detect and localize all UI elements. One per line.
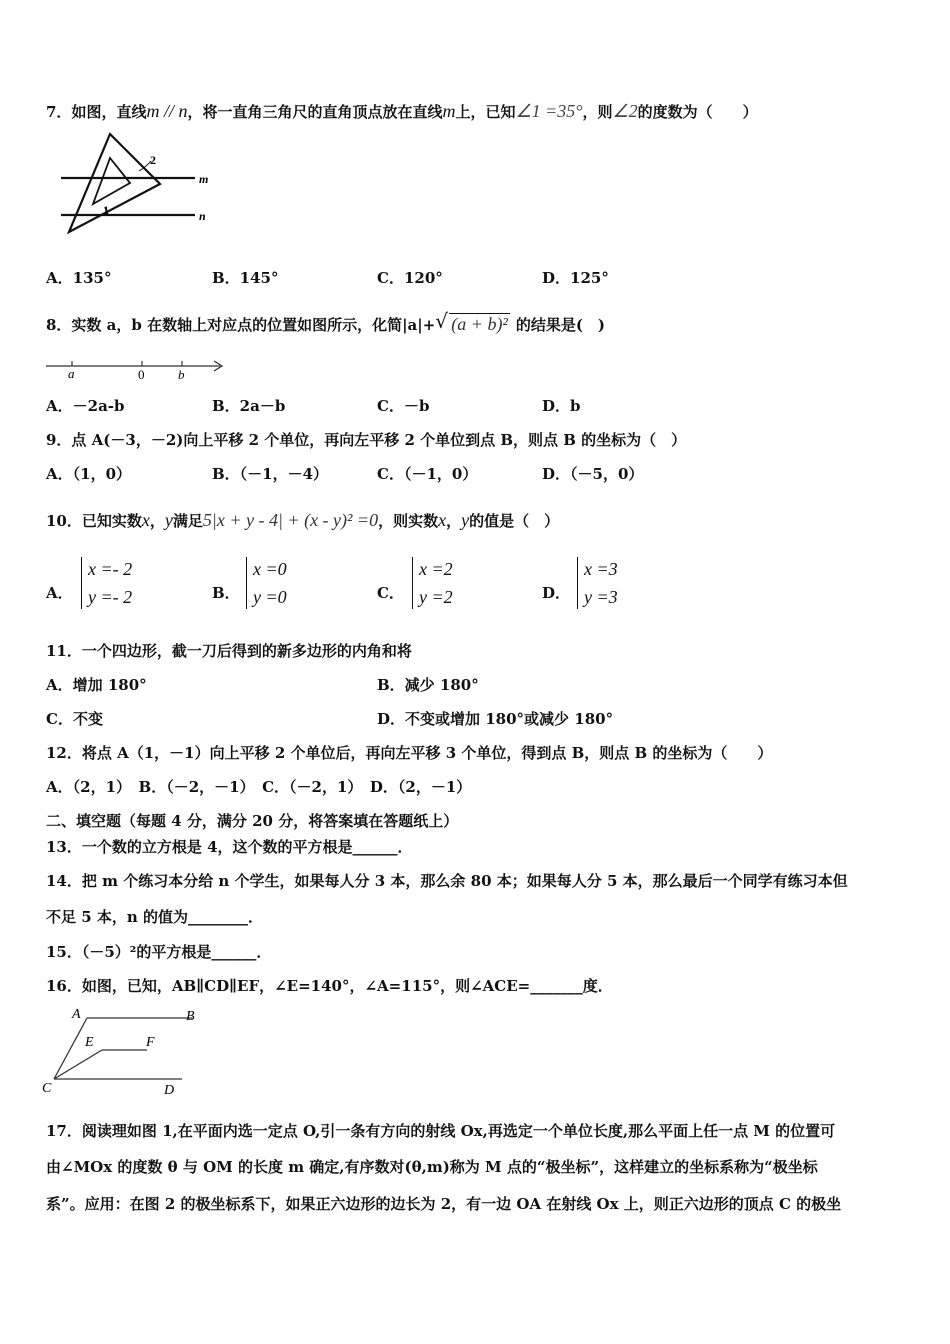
system-line-1: x =- 2 [88, 559, 133, 579]
q16-figure [42, 1006, 207, 1098]
q17-line-3: 系”。应用：在图 2 的极坐标系下，如果正六边形的边长为 2，有一边 OA 在射线 Ox 上，则正六边形的顶点 C 的极坐 [46, 1195, 842, 1213]
q17-line-2: 由∠MOx 的度数 θ 与 OM 的长度 m 确定,有序数对(θ,m)称为 M 点的“极坐标”，这样建立的坐标系称为“极坐标 [46, 1158, 818, 1176]
q14-line-1: 14．把 m 个练习本分给 n 个学生，如果每人分 3 本，那么余 80 本；如果每人分 5 本，那么最后一个同学有练习本但 [46, 872, 848, 890]
q7-stem: 7．如图，直线m // n，将一直角三角尺的直角顶点放在直线m上，已知∠1 =35°，则∠2的度数为（ ） [46, 101, 758, 121]
q9-option-d[interactable]: D．（－5，0） [542, 465, 644, 483]
q14-line-2: 不足 5 本，n 的值为________． [46, 908, 264, 926]
q15: 15．（－5）²的平方根是______． [46, 943, 272, 961]
q11-option-a[interactable]: A．增加 180° [46, 676, 147, 694]
axis-label-zero: 0 [138, 367, 145, 382]
q11-option-c[interactable]: C．不变 [46, 710, 103, 728]
q12-stem: 12．将点 A（1，－1）向上平移 2 个单位后，再向左平移 3 个单位，得到点 B，则点 B 的坐标为（ ） [46, 744, 773, 762]
q8-stem: 8．实数 a，b 在数轴上对应点的位置如图所示，化简|a|+ √ (a + b)² 的结果是( ) [46, 309, 606, 334]
triangle-outer [69, 134, 160, 232]
q7-option-c[interactable]: C．120° [377, 269, 443, 287]
triangle-inner [93, 158, 130, 204]
system-line-2: y =- 2 [88, 587, 133, 607]
q9-stem: 9．点 A(－3，－2)向上平移 2 个单位，再向左平移 2 个单位到点 B，则点 B 的坐标为（ ） [46, 431, 687, 449]
label-E: E [85, 1035, 94, 1050]
q11-stem: 11．一个四边形，截一刀后得到的新多边形的内角和将 [46, 642, 412, 660]
q9-option-b[interactable]: B．（－1，－4） [212, 465, 329, 483]
option-label: B． [212, 584, 240, 602]
axis-label-b: b [178, 367, 185, 382]
option-label: D． [542, 584, 571, 602]
label-n: n [199, 209, 206, 223]
option-label: C． [377, 584, 404, 602]
q10-stem: 10．已知实数x，y满足5|x + y - 4| + (x - y)² =0，则实数x，y的值是（ ） [46, 510, 560, 530]
label-D: D [164, 1083, 175, 1098]
section-2-heading: 二、填空题（每题 4 分，满分 20 分，将答案填在答题纸上） [46, 812, 459, 830]
q13: 13．一个数的立方根是 4，这个数的平方根是______． [46, 838, 413, 856]
q8-option-d[interactable]: D．b [542, 397, 581, 415]
label-F: F [146, 1035, 155, 1050]
label-C: C [42, 1081, 52, 1096]
q7-option-a[interactable]: A．135° [46, 269, 112, 287]
label-m: m [199, 172, 209, 186]
q7-option-b[interactable]: B．145° [212, 269, 279, 287]
q11-option-d[interactable]: D．不变或增加 180°或减少 180° [377, 710, 614, 728]
label-B: B [186, 1009, 195, 1024]
system-line-1: x =0 [253, 559, 287, 579]
q8-number-line [44, 356, 229, 382]
label-angle-1: 1 [103, 203, 109, 217]
q9-option-c[interactable]: C．（－1，0） [377, 465, 478, 483]
q7-figure [55, 128, 220, 240]
system-line-1: x =3 [584, 559, 618, 579]
system-line-2: y =0 [253, 587, 287, 607]
q17-line-1: 17．阅读理如图 1,在平面内选一定点 O,引一条有方向的射线 Ox,再选定一个单位长度,那么平面上任一点 M 的位置可 [46, 1122, 836, 1140]
q7-option-d[interactable]: D．125° [542, 269, 609, 287]
system-line-1: x =2 [419, 559, 453, 579]
q8-option-a[interactable]: A．－2a-b [46, 397, 125, 415]
q8-option-b[interactable]: B．2a－b [212, 397, 286, 415]
axis-label-a: a [68, 366, 75, 381]
system-line-2: y =2 [419, 587, 453, 607]
q12-options[interactable]: A．（2，1） B．（－2，－1） C．（－2，1） D．（2，－1） [46, 778, 472, 796]
q9-option-a[interactable]: A．（1，0） [46, 465, 132, 483]
label-A: A [72, 1007, 81, 1022]
q8-option-c[interactable]: C．－b [377, 397, 430, 415]
q11-option-b[interactable]: B．减少 180° [377, 676, 479, 694]
q16-stem: 16．如图，已知，AB∥CD∥EF，∠E=140°，∠A=115°，则∠ACE=_______度． [46, 977, 613, 995]
label-angle-2: 2 [150, 153, 156, 167]
option-label: A． [46, 584, 73, 602]
system-line-2: y =3 [584, 587, 618, 607]
